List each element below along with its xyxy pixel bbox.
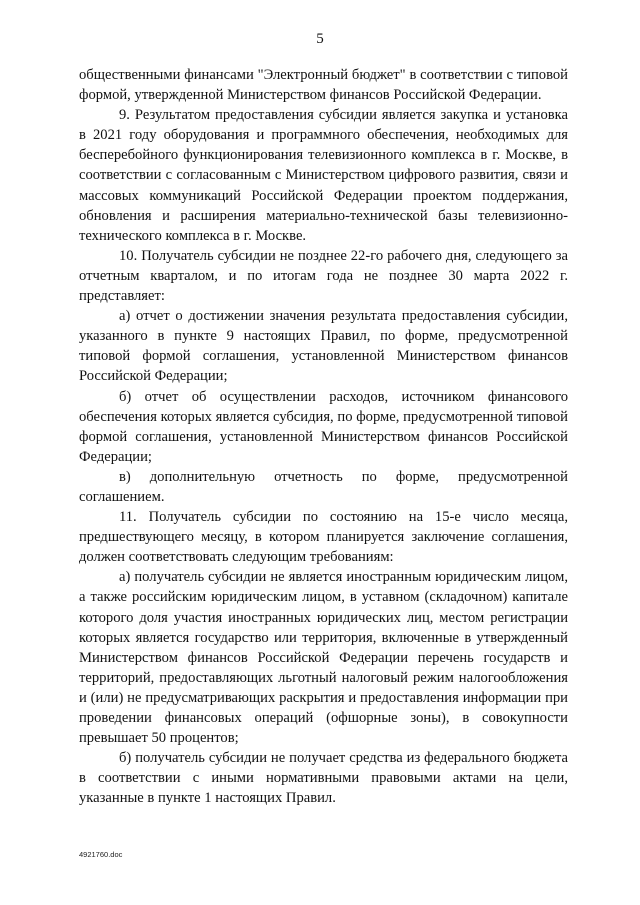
paragraph-item-11: 11. Получатель субсидии по состоянию на 15-е число месяца, предшествующего месяцу, в котором планируется заключение соглашения, должен соответствовать следующим требованиям: (79, 509, 568, 566)
paragraph-item-10a: а) отчет о достижении значения результата предоставления субсидии, указанного в пункте 9 настоящих Правил, по форме, предусмотренной типовой формой соглашения, установленной Министерством финансов Российской Федерации; (79, 308, 568, 385)
footer-file-name: 4921760.doc (79, 850, 123, 859)
page-number: 5 (316, 31, 324, 47)
paragraph-item-9: 9. Результатом предоставления субсидии является закупка и установка в 2021 году оборудования и программного обеспечения, необходимых для бесперебойного функционирования телевизионного комплекса в г. Москве, в соответствии с согласованным с Министерством цифрового развития, связи и массовых коммуникаций Российской Федерации проектом поддержания, обновления и расширения материально-технической базы телевизионно-технического комплекса в г. Москве. (79, 107, 568, 244)
paragraph-continuation: общественными финансами "Электронный бюджет" в соответствии с типовой формой, утвержденной Министерством финансов Российской Федерации. (79, 67, 568, 104)
paragraph-item-11b: б) получатель субсидии не получает средства из федерального бюджета в соответствии с иными нормативными правовыми актами на цели, указанные в пункте 1 настоящих Правил. (79, 750, 568, 807)
paragraph-item-10b: б) отчет об осуществлении расходов, источником финансового обеспечения которых является субсидия, по форме, предусмотренной типовой формой соглашения, установленной Министерством финансов Российской Федерации; (79, 388, 568, 465)
paragraph-item-10: 10. Получатель субсидии не позднее 22-го рабочего дня, следующего за отчетным кварталом, и по итогам года не позднее 30 марта 2022 г. представляет: (79, 247, 568, 305)
paragraph-item-11a: а) получатель субсидии не является иностранным юридическим лицом, а также российским юридическим лицом, в уставном (складочном) капитале которого доля участия иностранных юридических лиц, местом регистрации которых является государство или территория, включенные в утвержденный Министерством финансов Российской Федерации перечень государств и территорий, предоставляющих льготный налоговый режим налогообложения и (или) не предусматривающих раскрытия и предоставления информации при проведении финансовых операций (офшорные зоны), в совокупности превышает 50 процентов; (79, 569, 568, 747)
paragraph-item-10v: в) дополнительную отчетность по форме, предусмотренной соглашением. (79, 468, 568, 505)
document-body (79, 65, 568, 808)
